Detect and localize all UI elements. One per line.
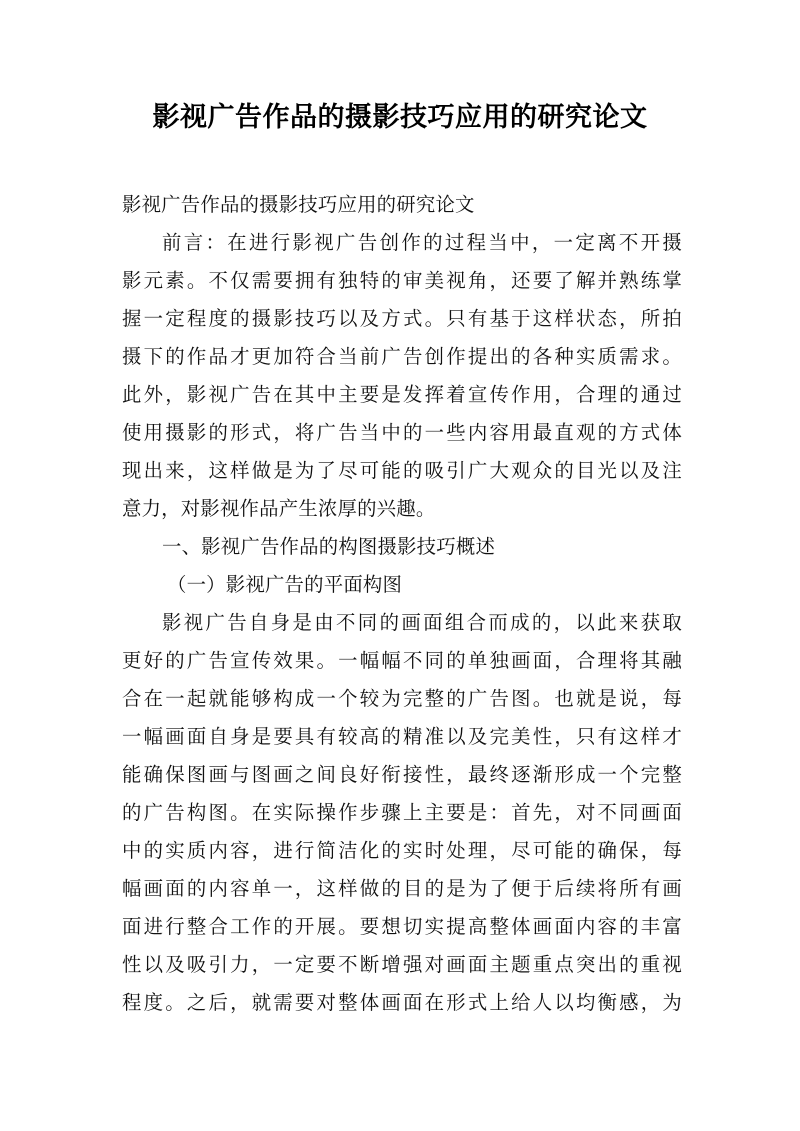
paragraph-line: 此外，影视广告在其中主要是发挥着宣传作用，合理的通过 bbox=[122, 383, 682, 406]
subsection-heading: （一）影视广告的平面构图 bbox=[167, 573, 403, 596]
paragraph-line: 合在一起就能够构成一个较为完整的广告图。也就是说，每 bbox=[122, 687, 682, 710]
document-body bbox=[122, 186, 682, 1022]
paragraph-line: 一幅画面自身是要具有较高的精准以及完美性，只有这样才 bbox=[122, 725, 682, 748]
paragraph-line: 影视广告自身是由不同的画面组合而成的，以此来获取 bbox=[162, 611, 682, 634]
paragraph-line: 前言：在进行影视广告创作的过程当中，一定离不开摄 bbox=[162, 231, 682, 254]
paragraph-line: 程度。之后，就需要对整体画面在形式上给人以均衡感，为 bbox=[122, 991, 682, 1014]
paragraph-line: 摄下的作品才更加符合当前广告创作提出的各种实质需求。 bbox=[122, 345, 682, 368]
paragraph-line: 能确保图画与图画之间良好衔接性，最终逐渐形成一个完整 bbox=[122, 763, 682, 786]
document-title: 影视广告作品的摄影技巧应用的研究论文 bbox=[152, 102, 648, 133]
subtitle-line: 影视广告作品的摄影技巧应用的研究论文 bbox=[122, 193, 475, 216]
paragraph-line: 意力，对影视作品产生浓厚的兴趣。 bbox=[122, 497, 436, 520]
paragraph-line: 现出来，这样做是为了尽可能的吸引广大观众的目光以及注 bbox=[122, 459, 682, 482]
section-heading: 一、影视广告作品的构图摄影技巧概述 bbox=[162, 535, 496, 558]
paragraph-line: 面进行整合工作的开展。要想切实提高整体画面内容的丰富 bbox=[122, 915, 682, 938]
paragraph-line: 的广告构图。在实际操作步骤上主要是：首先，对不同画面 bbox=[122, 801, 682, 824]
paragraph-line: 更好的广告宣传效果。一幅幅不同的单独画面，合理将其融 bbox=[122, 649, 682, 672]
paragraph-line: 中的实质内容，进行简洁化的实时处理，尽可能的确保，每 bbox=[122, 839, 682, 862]
paragraph-line: 性以及吸引力，一定要不断增强对画面主题重点突出的重视 bbox=[122, 953, 682, 976]
paragraph-line: 幅画面的内容单一，这样做的目的是为了便于后续将所有画 bbox=[122, 877, 682, 900]
paragraph-line: 影元素。不仅需要拥有独特的审美视角，还要了解并熟练掌 bbox=[122, 269, 682, 292]
paragraph-line: 使用摄影的形式，将广告当中的一些内容用最直观的方式体 bbox=[122, 421, 682, 444]
paragraph-line: 握一定程度的摄影技巧以及方式。只有基于这样状态，所拍 bbox=[122, 307, 682, 330]
